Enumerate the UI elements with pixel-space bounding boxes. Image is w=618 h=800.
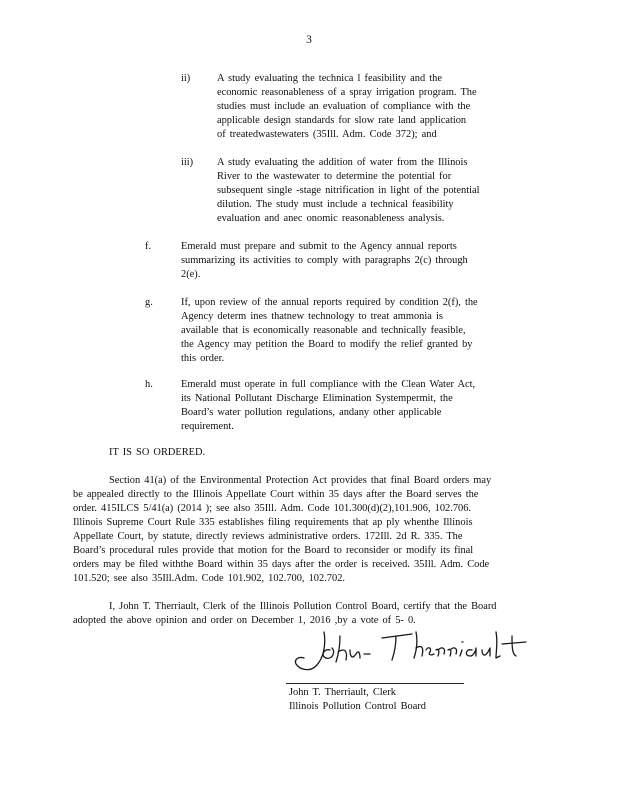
item-h-line: requirement. [181, 421, 234, 432]
appeal-line: Board’s procedural rules provide that motion for the Board to reconsider or modify its final [73, 545, 474, 556]
item-marker-h: h. [145, 379, 153, 390]
appeal-line: 101.520; see also 35Ill.Adm. Code 101.902, 102.700, 102.702. [73, 573, 345, 584]
item-h-line: Emerald must operate in full compliance with the Clean Water Act, [181, 379, 476, 390]
item-ii-line: applicable design standards for slow rate land application [217, 115, 467, 126]
certify-line: adopted the above opinion and order on December 1, 2016 ,by a vote of 5- 0. [73, 615, 416, 626]
item-g-line: the Agency may petition the Board to modify the relief granted by [181, 339, 473, 350]
item-f-line: Emerald must prepare and submit to the Agency annual reports [181, 241, 457, 252]
signature-image [286, 620, 536, 680]
appeal-line: be appealed directly to the Illinois Appellate Court within 35 days after the Board serves the [73, 489, 479, 500]
item-ii-line: studies must include an evaluation of compliance with the [217, 101, 471, 112]
signer-name: John T. Therriault, Clerk [289, 687, 396, 698]
item-iii-line: dilution. The study must include a technical feasibility [217, 199, 454, 210]
page-number: 3 [306, 34, 312, 46]
item-iii-line: evaluation and anec onomic reasonableness analysis. [217, 213, 445, 224]
item-iii-line: subsequent single -stage nitrification in light of the potential [217, 185, 480, 196]
item-ii-line: economic reasonableness of a spray irrigation program. The [217, 87, 477, 98]
item-h-line: its National Pollutant Discharge Elimination Systempermit, the [181, 393, 453, 404]
appeal-line: Section 41(a) of the Environmental Protection Act provides that final Board orders may [109, 475, 492, 486]
item-marker-f: f. [145, 241, 152, 252]
item-ii-line: A study evaluating the technica l feasibility and the [217, 73, 442, 84]
item-iii-line: A study evaluating the addition of water from the Illinois [217, 157, 468, 168]
item-g-line: available that is economically reasonable and technically feasible, [181, 325, 466, 336]
appeal-line: orders may be filed withthe Board within 35 days after the order is received. 35Ill. Adm. Code [73, 559, 490, 570]
appeal-line: Appellate Court, by statute, directly reviews administrative orders. 172Ill. 2d R. 335. The [73, 531, 463, 542]
appeal-line: order. 415ILCS 5/41(a) (2014 ); see also 35Ill. Adm. Code 101.300(d)(2),101.906, 102.706. [73, 503, 472, 514]
item-f-line: 2(e). [181, 269, 201, 280]
item-iii-line: River to the wastewater to determine the potential for [217, 171, 452, 182]
item-f-line: summarizing its activities to comply with paragraphs 2(c) through [181, 255, 468, 266]
signer-organization: Illinois Pollution Control Board [289, 701, 426, 712]
certify-line: I, John T. Therriault, Clerk of the Illinois Pollution Control Board, certify that the Board [109, 601, 497, 612]
appeal-line: Illinois Supreme Court Rule 335 establishes filing requirements that ap ply whenthe Illinois [73, 517, 473, 528]
item-g-line: this order. [181, 353, 225, 364]
item-g-line: Agency determ ines thatnew technology to treat ammonia is [181, 311, 443, 322]
so-ordered: IT IS SO ORDERED. [109, 447, 206, 458]
item-marker-ii: ii) [181, 73, 191, 84]
item-ii-line: of treatedwastewaters (35Ill. Adm. Code 372); and [217, 129, 437, 140]
item-marker-iii: iii) [181, 157, 194, 168]
item-h-line: Board’s water pollution regulations, andany other applicable [181, 407, 442, 418]
signature-line [286, 683, 464, 684]
item-g-line: If, upon review of the annual reports required by condition 2(f), the [181, 297, 478, 308]
item-marker-g: g. [145, 297, 153, 308]
